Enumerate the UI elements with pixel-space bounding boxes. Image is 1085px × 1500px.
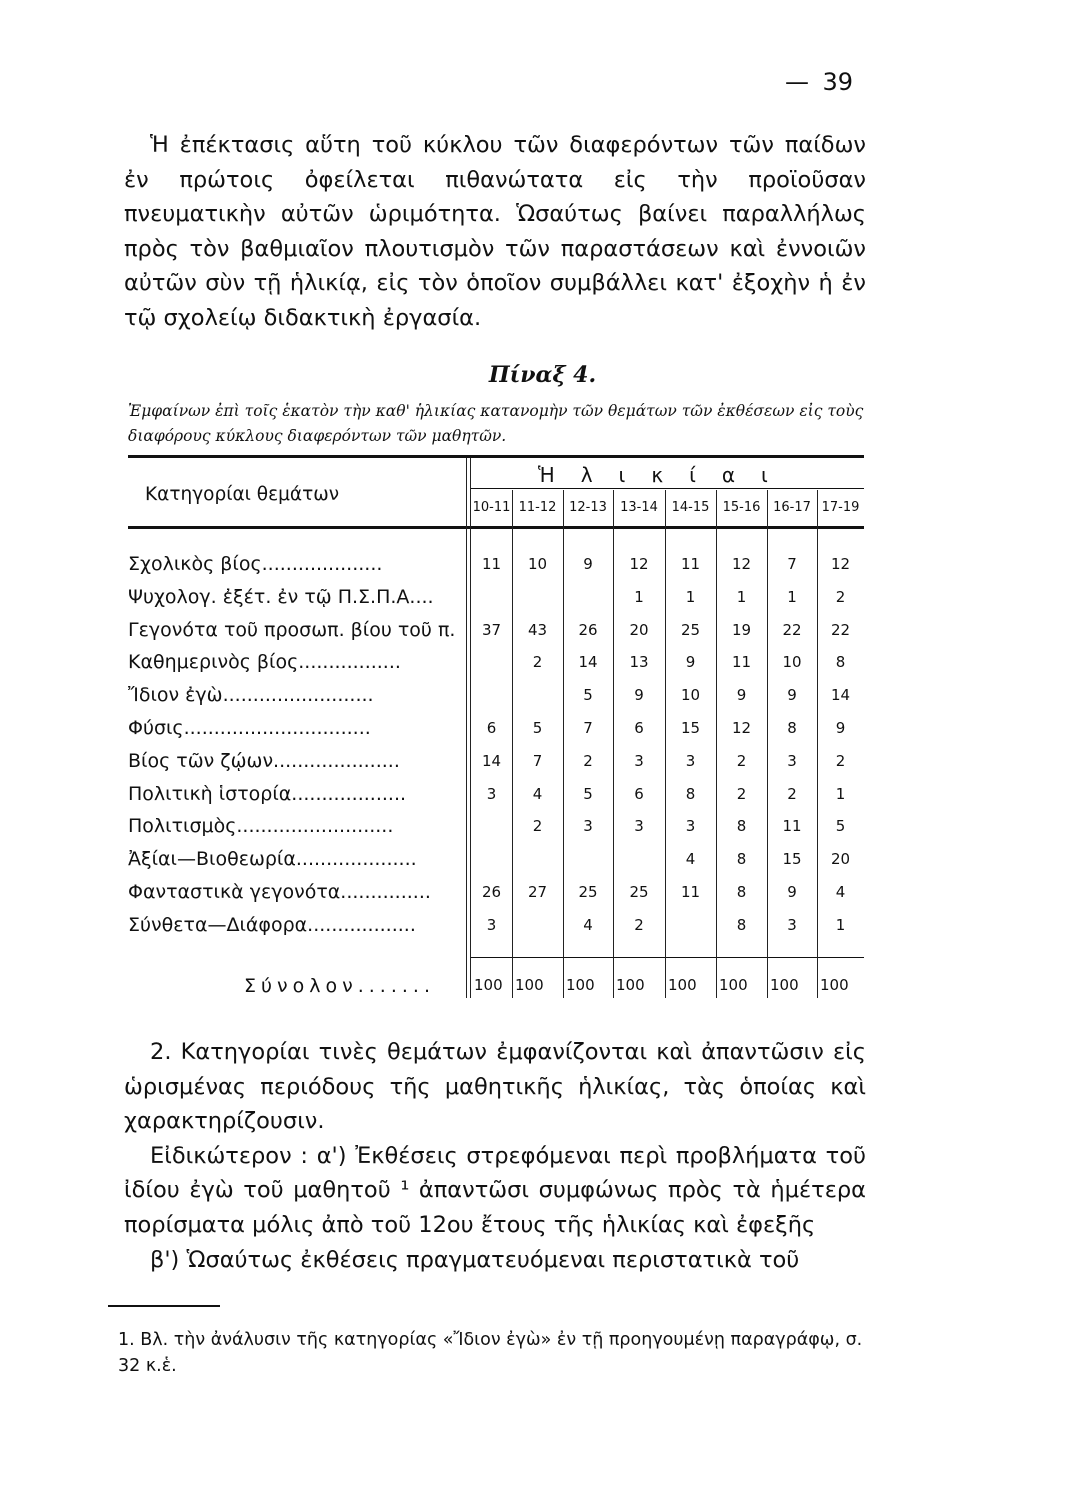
age-column-separator [817,490,818,998]
table-title: Πίναξ 4. [488,362,597,388]
table-cell: 5 [532,719,543,737]
total-cell: 100 [719,976,748,994]
table-cell: 22 [830,620,851,639]
age-column-separator [613,490,614,998]
row-label: Ἀξίαι—Βιοθεωρία.................... [128,848,417,871]
age-column-header: 16-17 [773,500,811,515]
table-cell: 12 [731,719,752,737]
table-cell: 2 [835,751,846,770]
table-cell: 2 [787,784,797,803]
age-column-separator [512,490,513,998]
footnote-text: 1. Βλ. τὴν ἀνάλυσιν τῆς κατηγορίας «Ἴδιον ἐγὼ» ἐν τῇ προηγουμένῃ παραγράφῳ, σ. 32 κ.ἑ. [118,1330,863,1376]
table-cell: 5 [835,817,846,836]
row-label: Σύνθετα—Διάφορα.................. [128,913,416,936]
table-cell: 4 [583,915,593,934]
table-cell: 4 [685,850,696,869]
age-column-separator [716,490,717,998]
table-cell: 11 [680,883,701,901]
table-cell: 3 [634,817,644,836]
age-column-header: 15-16 [722,500,761,515]
table-cell: 4 [835,883,846,901]
row-label: Γεγονότα τοῦ προσωπ. βίου τοῦ π. [128,618,456,641]
table-cell: 25 [578,883,598,901]
table-cell: 25 [680,620,701,639]
table-cell: 8 [835,653,846,672]
intro-paragraph [124,128,866,336]
table-cell: 12 [830,555,851,573]
table-cell: 9 [787,883,797,901]
table-cell: 11 [680,555,701,573]
table-cell: 26 [481,883,502,901]
table-cell: 8 [787,719,797,737]
table-cell: 9 [583,555,593,573]
row-label: Ψυχολογ. ἐξέτ. ἐν τῷ Π.Σ.Π.Α.... [128,585,434,608]
total-cell: 100 [474,976,503,994]
table-cell: 1 [634,587,644,606]
row-label: Πολιτικὴ ἱστορία................... [128,782,407,805]
section-2-para-3: β') Ὡσαύτως ἐκθέσεις πραγματευόμεναι περιστατικὰ τοῦ [150,1246,800,1273]
table-cell: 1 [835,784,846,803]
table-cell: 7 [583,719,593,737]
footnote-rule [108,1305,220,1307]
table-header-rule [128,526,864,529]
table-cell: 8 [736,850,747,869]
row-label: Βίος τῶν ζῴων..................... [128,749,400,772]
table-cell: 12 [629,555,649,573]
table-cell: 6 [486,719,497,737]
category-header: Κατηγορίαι θεμάτων [145,484,340,505]
table-cell: 3 [685,751,696,770]
table-cell: 9 [835,719,846,737]
table-cell: 20 [830,850,851,869]
intro-text: Ἡ ἐπέκτασις αὕτη τοῦ κύκλου τῶν διαφερόντων τῶν παίδων ἐν πρώτοις ὀφείλεται πιθανώτατα εἰς τὴν προϊοῦσαν πνευματικὴν αὐτῶν ὡριμότητα. Ὡσαύτως βαίνει παραλλήλως πρὸς τὸν βαθμιαῖον πλουτισμὸν τῶν παραστάσεων καὶ ἐννοιῶν αὐτῶν σὺν τῇ ἡλικίᾳ, εἰς τὸν ὁποῖον συμβάλλει κατ' ἐξοχὴν ἡ ἐν τῷ σχολείῳ διδακτικὴ ἐργασία. [124,132,866,331]
section-2-para-1: 2. Κατηγορίαι τινὲς θεμάτων ἐμφανίζονται καὶ ἀπαντῶσιν εἰς ὡρισμένας περιόδους τῆς μαθητικῆς ἡλικίας, τὰς ὁποίας καὶ χαρακτηρίζουσιν. [124,1039,866,1135]
table-cell: 8 [736,883,747,901]
table-cell: 14 [830,686,851,705]
table-cell: 12 [731,555,752,573]
row-label: Σχολικὸς βίος.................... [128,553,383,575]
age-column-separator [563,490,564,998]
table-cell: 2 [736,751,747,770]
table-cell: 3 [583,817,593,836]
table-cell: 1 [685,587,696,606]
table-cell: 15 [782,850,802,869]
row-label: Φύσις............................... [128,717,371,739]
table-cell: 13 [629,653,649,672]
table-cell: 1 [835,915,846,934]
table-cell: 2 [835,587,846,606]
total-rule [470,957,864,958]
table-cell: 2 [583,751,593,770]
table-cell: 6 [634,784,644,803]
table-cell: 5 [583,784,593,803]
table-cell: 3 [634,751,644,770]
page-number [785,68,853,96]
table-cell: 3 [685,817,696,836]
table-cell: 9 [736,686,747,705]
total-cell: 100 [668,976,697,994]
table-cell: 14 [578,653,598,672]
table-cell: 7 [532,751,543,770]
age-column-separator [767,490,768,998]
table-cell: 15 [680,719,701,737]
table-cell: 3 [486,784,497,803]
total-cell: 100 [770,976,799,994]
age-subheader-rule [470,488,864,489]
table-cell: 22 [782,620,802,639]
table-cell: 2 [736,784,747,803]
age-column-header: 11-12 [518,500,557,515]
section-2-para-2: Εἰδικώτερον : α') Ἐκθέσεις στρεφόμεναι περὶ προβλήματα τοῦ ἰδίου ἐγὼ τοῦ μαθητοῦ ¹ ἀπαντῶσι συμφώνως πρὸς τὰ ἡμέτερα πορίσματα μόλις ἀπὸ τοῦ 12ου ἔτους τῆς ἡλικίας καὶ ἐφεξῆς [124,1142,866,1238]
age-header: Ἡλικίαι [538,463,794,487]
total-cell: 100 [820,976,849,994]
age-column-header: 13-14 [620,500,658,515]
footnote [118,1327,868,1379]
table-cell: 26 [578,620,598,639]
page-number-value: 39 [822,68,853,96]
table-cell: 9 [685,653,696,672]
table-cell: 19 [731,620,752,639]
age-column-separator [665,490,666,998]
table-cell: 27 [527,883,548,901]
table-cell: 43 [527,620,548,639]
table-caption: Ἐμφαίνων ἐπὶ τοῖς ἑκατὸν τὴν καθ' ἡλικίας κατανομὴν τῶν θεμάτων τῶν ἐκθέσεων εἰς τοὺς διαφόρους κύκλους διαφερόντων τῶν μαθητῶν. [128,402,864,445]
table-cell: 11 [481,555,502,573]
table-cell: 7 [787,555,797,573]
table-cell: 8 [685,784,696,803]
table-cell: 3 [486,915,497,934]
total-label: Σύνολον....... [244,975,435,997]
total-cell: 100 [515,976,544,994]
age-column-header: 12-13 [569,500,607,515]
table-cell: 11 [731,653,752,672]
category-divider-line [466,458,467,998]
table-cell: 8 [736,817,747,836]
table-cell: 1 [787,587,797,606]
age-column-header: 17-19 [821,500,860,515]
table-cell: 2 [532,817,543,836]
table-cell: 3 [787,915,797,934]
table-cell: 20 [629,620,649,639]
table-cell: 10 [680,686,701,705]
table-cell: 6 [634,719,644,737]
table-top-rule [128,455,864,458]
table-cell: 1 [736,587,747,606]
table-cell: 14 [481,751,502,770]
table-cell: 3 [787,751,797,770]
total-cell: 100 [616,976,645,994]
table-cell: 25 [629,883,649,901]
table-cell: 8 [736,915,747,934]
section-2 [124,1035,866,1277]
table-cell: 9 [787,686,797,705]
age-column-header: 10-11 [472,500,511,515]
page-number-dash: — [785,68,809,96]
table-cell: 10 [782,653,802,672]
total-cell: 100 [566,976,595,994]
row-label: Φανταστικὰ γεγονότα............... [128,881,431,903]
row-label: Ἴδιον ἐγὼ......................... [128,684,374,707]
table-cell: 4 [532,784,543,803]
table-cell: 37 [481,620,502,639]
row-label: Πολιτισμὸς.......................... [128,815,394,838]
row-label: Καθημερινὸς βίος................. [128,651,401,674]
table-cell: 11 [782,817,802,836]
table-cell: 10 [527,555,548,573]
table-cell: 9 [634,686,644,705]
table-cell: 2 [634,915,644,934]
age-column-header: 14-15 [671,500,710,515]
table-cell: 2 [532,653,543,672]
table-cell: 5 [583,686,593,705]
